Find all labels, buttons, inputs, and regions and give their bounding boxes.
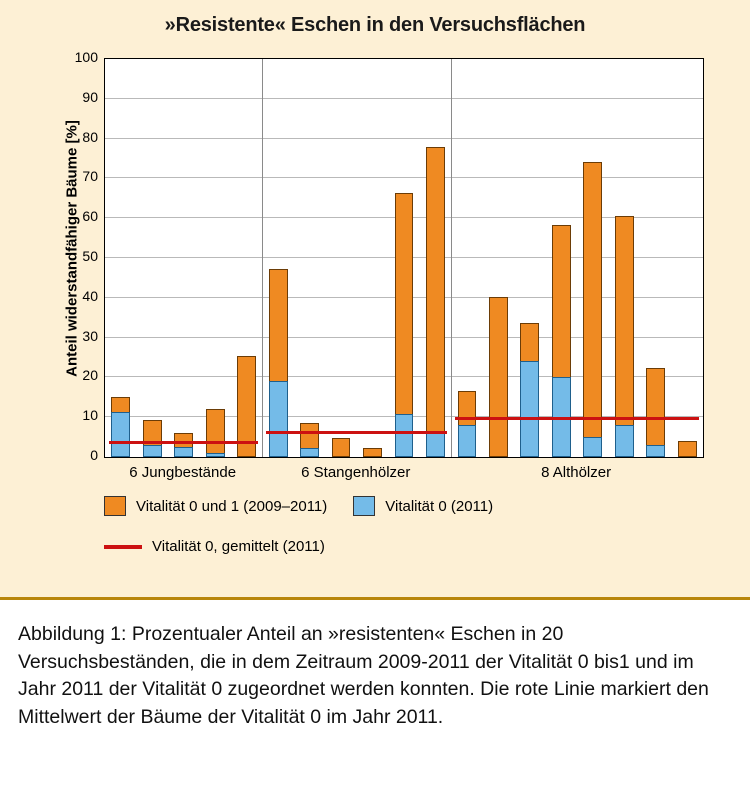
legend-label-1: Vitalität 0 (2011) xyxy=(385,497,494,515)
y-axis-ticks xyxy=(56,49,98,463)
y-tick-label-90: 90 xyxy=(82,88,98,105)
bar-inner-11 xyxy=(458,425,477,457)
legend-line-red xyxy=(104,545,142,549)
mean-line-0 xyxy=(109,441,258,444)
bar-inner-13 xyxy=(520,361,539,457)
bar-outer-16 xyxy=(615,216,634,457)
y-tick-label-20: 20 xyxy=(82,367,98,384)
bar-outer-10 xyxy=(426,147,445,457)
bar-inner-5 xyxy=(269,381,288,457)
x-axis-group-labels xyxy=(104,464,704,488)
bar-inner-9 xyxy=(395,414,414,457)
bar-outer-7 xyxy=(332,438,351,457)
mean-line-2 xyxy=(455,417,699,420)
x-group-label-1: 6 Stangenhölzer xyxy=(301,464,411,481)
caption-panel xyxy=(0,603,750,787)
legend-label-0: Vitalität 0 und 1 (2009–2011) xyxy=(136,497,328,515)
y-tick-label-0: 0 xyxy=(90,447,98,463)
legend-item-vitalitaet-0-und-1 xyxy=(104,496,327,516)
y-tick-label-100: 100 xyxy=(74,49,98,65)
legend-swatch-orange xyxy=(104,496,126,516)
figure-caption: Abbildung 1: Prozentualer Anteil an »resistenten« Eschen in 20 Versuchsbeständen, die in dem Zeitraum 2009-2011 der Vitalität 0 bis1 und im Jahr 2011 der Vitalität 0 zugeordnet werden konnten. Die rote Linie markiert den Mittelwert der Bäume der Vitalität 0 im Jahr 2011. xyxy=(18,623,709,729)
gridline-80 xyxy=(105,138,703,139)
bar-inner-10 xyxy=(426,433,445,457)
bar-outer-17 xyxy=(646,368,665,457)
bar-inner-6 xyxy=(300,448,319,457)
legend-swatch-blue xyxy=(353,496,375,516)
x-group-label-2: 8 Althölzer xyxy=(541,464,612,481)
group-separator-0 xyxy=(262,59,263,457)
y-tick-label-70: 70 xyxy=(82,168,98,185)
legend-row-1 xyxy=(104,496,519,516)
bar-inner-2 xyxy=(174,447,193,457)
bar-outer-12 xyxy=(489,297,508,457)
legend-item-mittelwert xyxy=(104,538,325,555)
bar-inner-17 xyxy=(646,445,665,457)
bar-outer-18 xyxy=(678,441,697,457)
y-tick-label-60: 60 xyxy=(82,208,98,225)
bar-outer-8 xyxy=(363,448,382,457)
plot-area xyxy=(104,58,704,458)
x-group-label-0: 6 Jungbestände xyxy=(129,464,237,481)
bar-outer-15 xyxy=(583,162,602,457)
mean-line-1 xyxy=(266,431,447,434)
y-tick-label-40: 40 xyxy=(82,287,98,304)
legend-item-vitalitaet-0 xyxy=(353,496,493,516)
y-tick-label-10: 10 xyxy=(82,407,98,424)
legend-row-2 xyxy=(104,538,351,555)
bar-inner-3 xyxy=(206,453,225,457)
bar-outer-3 xyxy=(206,409,225,457)
y-tick-label-30: 30 xyxy=(82,327,98,344)
y-tick-label-50: 50 xyxy=(82,248,98,264)
y-axis-title: Anteil widerstandfähiger Bäume [%] xyxy=(63,120,81,377)
chart-legend xyxy=(104,496,724,576)
gridline-70 xyxy=(105,177,703,178)
gridline-90 xyxy=(105,98,703,99)
bar-inner-1 xyxy=(143,445,162,457)
group-separator-1 xyxy=(451,59,452,457)
bar-inner-0 xyxy=(111,412,130,457)
legend-label-2: Vitalität 0, gemittelt (2011) xyxy=(152,538,325,555)
bar-inner-15 xyxy=(583,437,602,457)
bar-inner-16 xyxy=(615,425,634,457)
y-tick-label-80: 80 xyxy=(82,128,98,145)
chart-title: »Resistente« Eschen in den Versuchsflächen xyxy=(164,14,586,36)
